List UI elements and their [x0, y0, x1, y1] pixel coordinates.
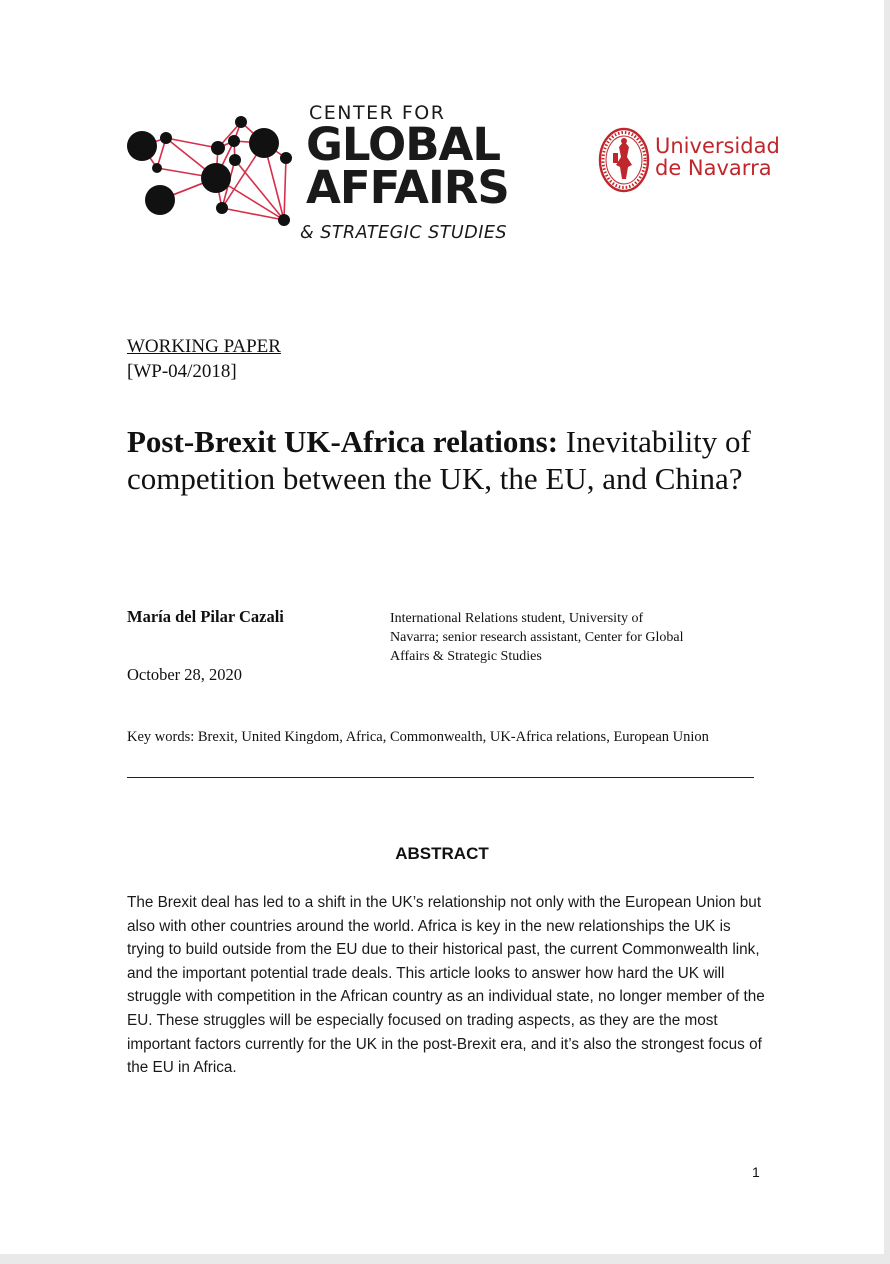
cga-logo-line-strategic-studies: & STRATEGIC STUDIES: [300, 223, 508, 243]
paper-title-bold: Post-Brexit UK-Africa relations:: [127, 424, 559, 459]
abstract-heading: ABSTRACT: [395, 844, 489, 863]
author-affiliation: International Relations student, University of Navarra; senior research assistant, Center for Global Affairs & Strategic Studies: [390, 611, 684, 664]
cga-logo-line-center-for: CENTER FOR: [309, 102, 446, 124]
university-name-line-1: Universidad: [655, 134, 780, 158]
keywords: Key words: Brexit, United Kingdom, Africa, Commonwealth, UK-Africa relations, European Union: [127, 729, 709, 745]
cga-logo-line-affairs: AFFAIRS: [306, 161, 509, 214]
university-seal-icon: [598, 127, 650, 193]
working-paper-label: WORKING PAPER: [127, 336, 281, 357]
paper-title-rest: Inevitability of competition between the UK, the EU, and China?: [127, 424, 751, 496]
page-number: 1: [752, 1164, 760, 1180]
abstract-body: The Brexit deal has led to a shift in the UK’s relationship not only with the European Union but also with other countries around the world. Africa is key in the new relationships the UK is trying to build outside from the EU due to their historical past, the current Commonwealth link, and the important potential trade deals. This article looks to answer how hard the UK will struggle with competition in the African country as an individual state, no longer member of the EU. These struggles will be especially focused on trading aspects, as they are the most important factors currently for the UK in the post-Brexit era, and it’s also the strongest focus of the EU in Africa.: [127, 894, 765, 1077]
network-graph-icon: [124, 108, 304, 228]
universidad-de-navarra-logo: [598, 127, 778, 197]
publication-date: October 28, 2020: [127, 665, 243, 684]
author-name: María del Pilar Cazali: [127, 607, 284, 626]
university-name-line-2: de Navarra: [655, 156, 772, 180]
paper-title: [127, 423, 787, 497]
university-name: [655, 135, 780, 179]
cga-logo-line-global: GLOBAL: [306, 118, 501, 171]
working-paper-code: [WP-04/2018]: [127, 361, 237, 382]
center-for-global-affairs-logo: [124, 100, 524, 250]
section-divider: [127, 777, 754, 778]
